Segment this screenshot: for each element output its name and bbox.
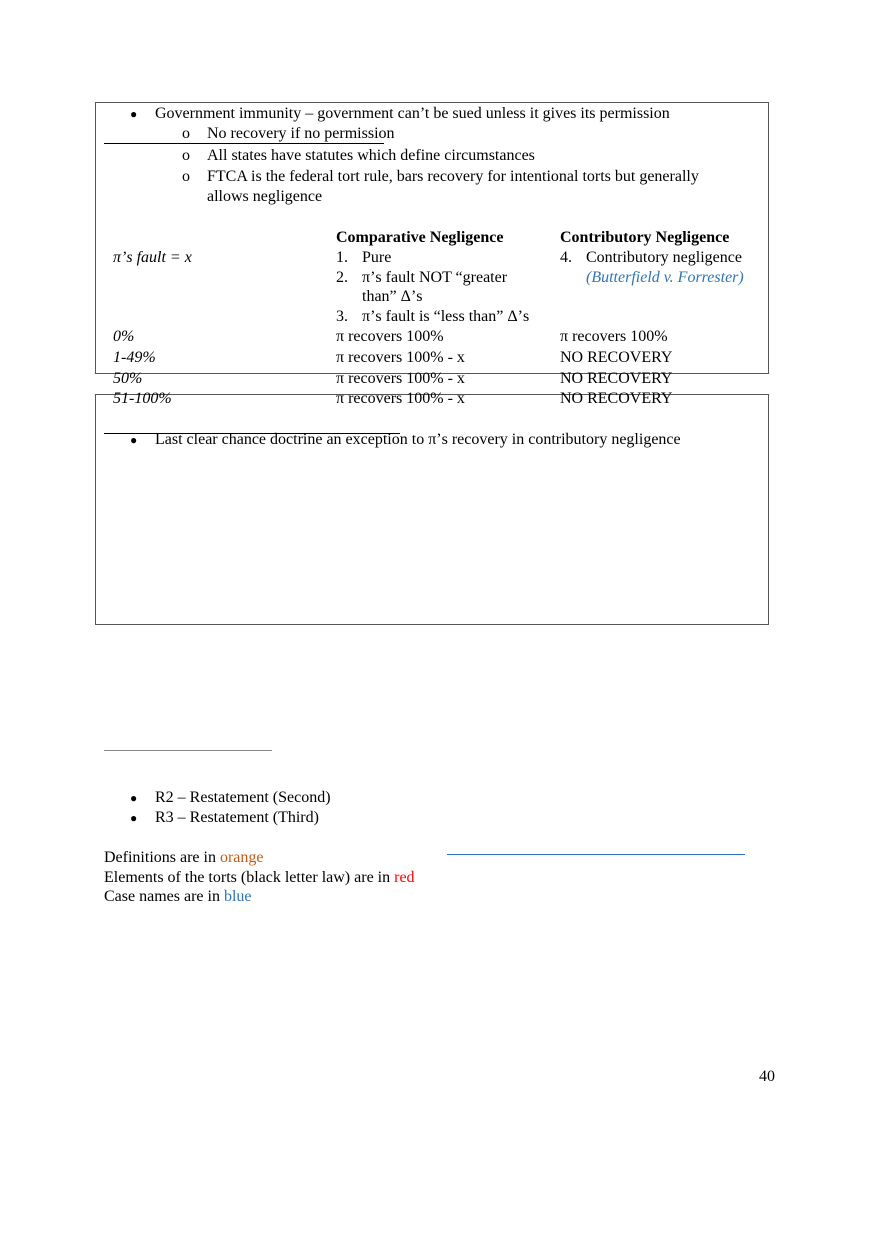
footnote-separator bbox=[104, 750, 272, 751]
comparative-item-num: 2. bbox=[336, 269, 348, 286]
header-comparative: Comparative Negligence bbox=[336, 229, 504, 246]
immunity-bullet: Government immunity – government can’t be sued unless it gives its permission bbox=[155, 105, 670, 122]
bottom-frame bbox=[95, 394, 769, 625]
immunity-sub-1: No recovery if no permission bbox=[207, 125, 395, 142]
immunity-sub-2: All states have statutes which define circumstances bbox=[207, 147, 535, 164]
header-contributory: Contributory Negligence bbox=[560, 229, 730, 246]
blue-rule bbox=[447, 854, 745, 855]
legend-orange-word: orange bbox=[219, 849, 264, 866]
row-comparative: π recovers 100% - x bbox=[336, 349, 465, 366]
page-number: 40 bbox=[759, 1068, 775, 1085]
comparative-item-text: π’s fault is “less than” Δ’s bbox=[362, 308, 530, 325]
legend-elements-prefix: Elements of the torts (black letter law) are in bbox=[104, 869, 395, 886]
legend-definitions-prefix: Definitions are in bbox=[104, 849, 220, 866]
row-fault: 0% bbox=[113, 328, 135, 345]
row-contributory: π recovers 100% bbox=[560, 328, 668, 345]
legend-cases-prefix: Case names are in bbox=[104, 888, 224, 905]
legend-blue-word: blue bbox=[223, 888, 252, 905]
last-clear-chance-bullet: Last clear chance doctrine an exception to π’s recovery in contributory negligence bbox=[155, 431, 681, 448]
contributory-item-text: Contributory negligence bbox=[586, 249, 742, 266]
sub-marker: o bbox=[182, 147, 190, 164]
row-fault: 51-100% bbox=[113, 390, 172, 407]
comparative-item-num: 3. bbox=[336, 308, 348, 325]
row-comparative: π recovers 100% - x bbox=[336, 370, 465, 387]
bullet-marker: ● bbox=[130, 107, 138, 121]
fault-label: π’s fault = x bbox=[113, 249, 192, 266]
bullet-marker: ● bbox=[130, 433, 138, 447]
immunity-sub-3-cont: allows negligence bbox=[207, 188, 323, 205]
row-contributory: NO RECOVERY bbox=[560, 390, 673, 407]
comparative-item-num: 1. bbox=[336, 249, 348, 266]
legend-red-word: red bbox=[394, 869, 415, 886]
legend-elements bbox=[104, 868, 415, 888]
sub-marker: o bbox=[182, 125, 190, 142]
row-comparative: π recovers 100% bbox=[336, 328, 444, 345]
row-contributory: NO RECOVERY bbox=[560, 370, 673, 387]
immunity-sub-3: FTCA is the federal tort rule, bars recovery for intentional torts but generally bbox=[207, 168, 699, 185]
row-comparative: π recovers 100% - x bbox=[336, 390, 465, 407]
bullet-marker: ● bbox=[130, 791, 138, 805]
legend-definitions bbox=[104, 848, 264, 868]
sub-marker: o bbox=[182, 168, 190, 185]
contributory-item-num: 4. bbox=[560, 249, 572, 266]
comparative-item-text: π’s fault NOT “greater bbox=[362, 269, 508, 286]
comparative-item-cont: than” Δ’s bbox=[362, 288, 423, 305]
row-contributory: NO RECOVERY bbox=[560, 349, 673, 366]
comparative-item-text: Pure bbox=[362, 249, 392, 266]
contributory-case-name: (Butterfield v. Forrester) bbox=[586, 269, 744, 286]
footnote-r3: R3 – Restatement (Third) bbox=[155, 809, 319, 826]
row-fault: 1-49% bbox=[113, 349, 156, 366]
bullet-marker: ● bbox=[130, 811, 138, 825]
footnote-r2: R2 – Restatement (Second) bbox=[155, 789, 331, 806]
row-fault: 50% bbox=[113, 370, 143, 387]
legend-cases bbox=[104, 887, 252, 907]
